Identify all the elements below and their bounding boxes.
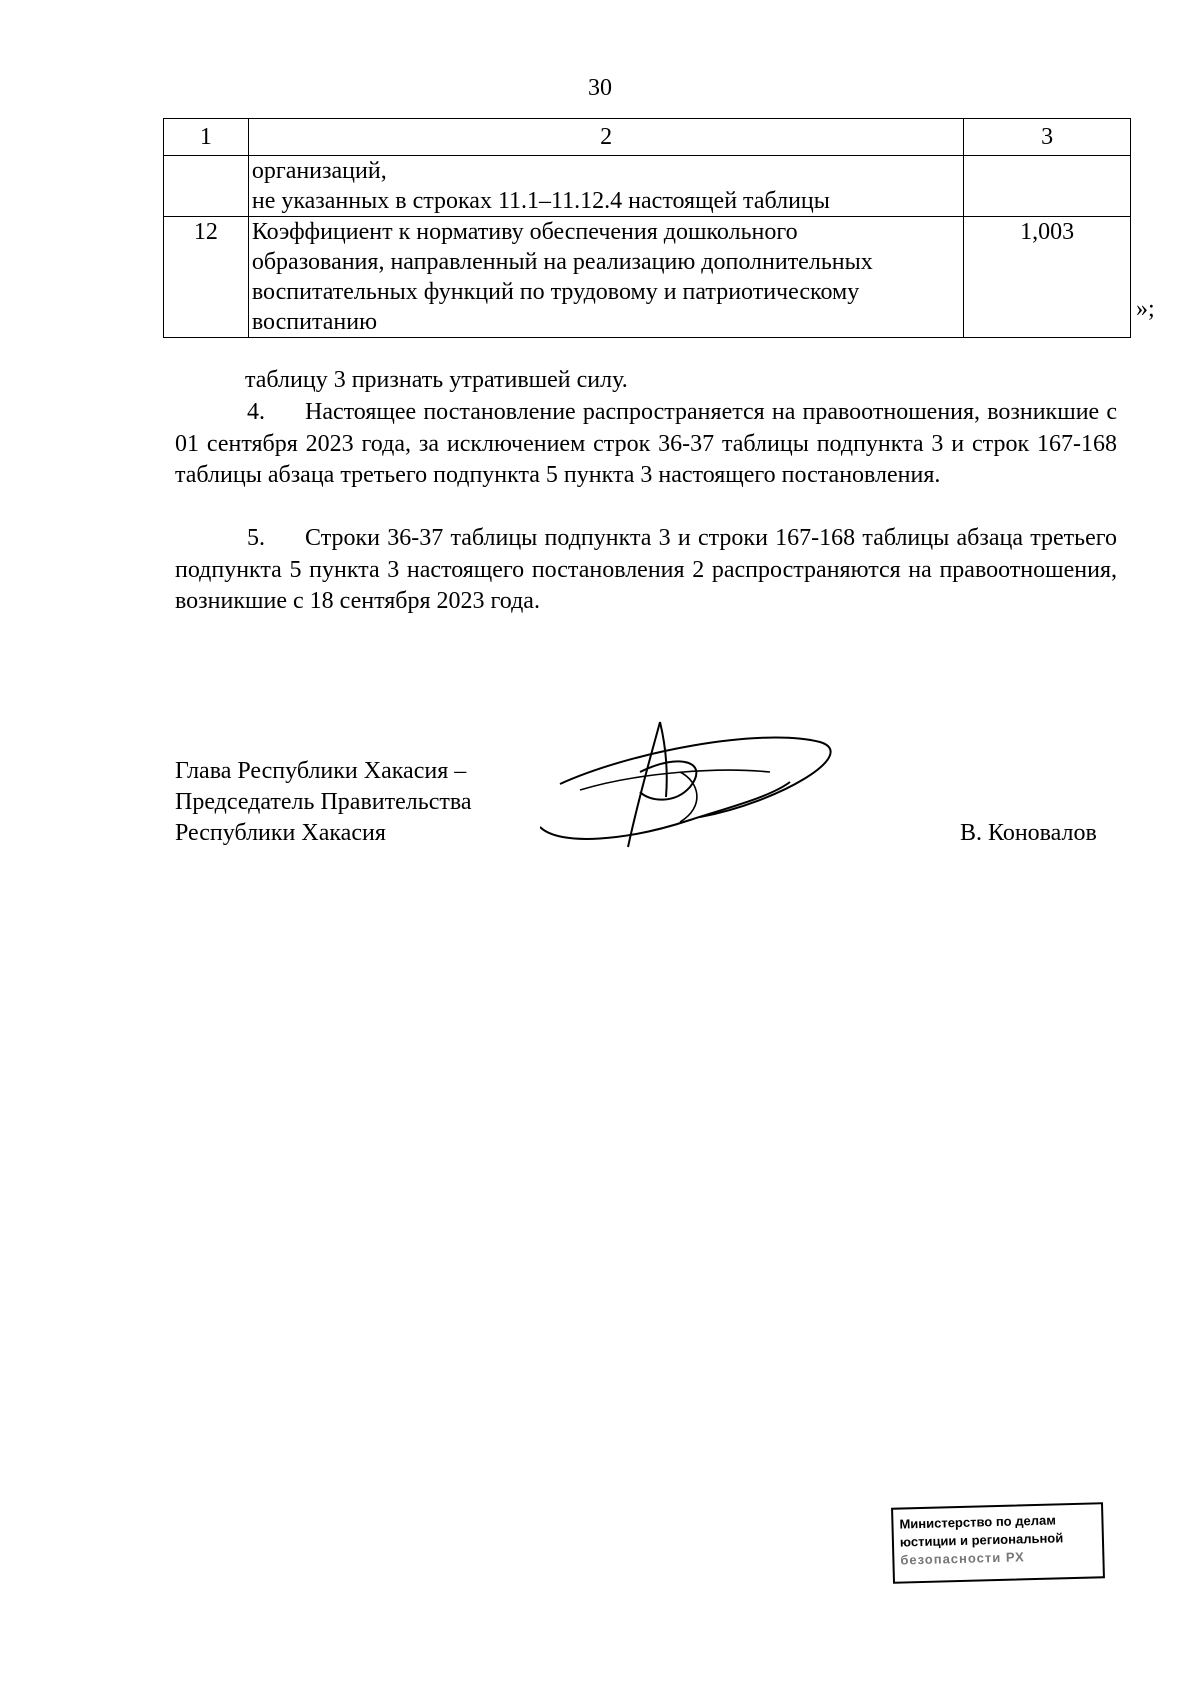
signer-title-line: Глава Республики Хакасия –: [175, 758, 467, 784]
item-text: Настоящее постановление распространяется на правоотношения, возникшие с 01 сентября 2023 года, за исключением строк 36-37 таблицы подпункта 3 и строк 167-168 таблицы абзаца третьего подпункта 5 пункта 3 настоящего постановления.: [175, 399, 1117, 488]
signer-title-line: Республики Хакасия: [175, 820, 386, 846]
row-text-line: организаций,: [251, 158, 387, 184]
row-text-line: воспитательных функций по трудовому и патриотическому: [251, 279, 860, 305]
stamp-line: Министерство по делам: [899, 1512, 1057, 1532]
item-text: Строки 36-37 таблицы подпункта 3 и строки 167-168 таблицы абзаца третьего подпункта 5 пункта 3 настоящего постановления 2 распространяются на правоотношения, возникшие с 18 сентября 2023 года.: [175, 525, 1117, 614]
page-number: 30: [588, 75, 612, 101]
table-row: [164, 217, 1131, 338]
closing-quote: »;: [1136, 296, 1155, 322]
signer-title-line: Председатель Правительства: [175, 789, 472, 815]
header-col-1: 1: [164, 119, 249, 156]
row-value: [964, 156, 1131, 217]
header-col-2: 2: [248, 119, 963, 156]
signer-name: В. Коновалов: [960, 820, 1097, 846]
row-number: [164, 156, 249, 217]
paragraph-item-4: [175, 397, 1117, 492]
item-number: 4.: [247, 399, 265, 425]
header-col-3: 3: [964, 119, 1131, 156]
row-description: [248, 156, 963, 217]
row-text-line: Коэффициент к нормативу обеспечения дошкольного: [251, 219, 798, 245]
table-row: [164, 156, 1131, 217]
row-text-line: воспитанию: [251, 309, 377, 335]
item-number: 5.: [247, 525, 265, 551]
row-value: 1,003: [964, 217, 1131, 338]
row-description: [248, 217, 963, 338]
coefficient-table: [163, 118, 1131, 338]
row-text-line: не указанных в строках 11.1–11.12.4 настоящей таблицы: [251, 188, 830, 214]
paragraph-item-5: [175, 523, 1117, 618]
handwritten-signature: [540, 712, 860, 862]
row-text-line: образования, направленный на реализацию дополнительных: [251, 249, 873, 275]
signer-title: [175, 756, 472, 849]
stamp-line: юстиции и региональной: [899, 1530, 1064, 1550]
ministry-stamp: [891, 1502, 1105, 1584]
table-header-row: [164, 119, 1131, 156]
row-number: 12: [164, 217, 249, 338]
table3-statement: таблицу 3 признать утратившей силу.: [245, 367, 628, 393]
stamp-line: безопасности РХ: [900, 1549, 1025, 1568]
